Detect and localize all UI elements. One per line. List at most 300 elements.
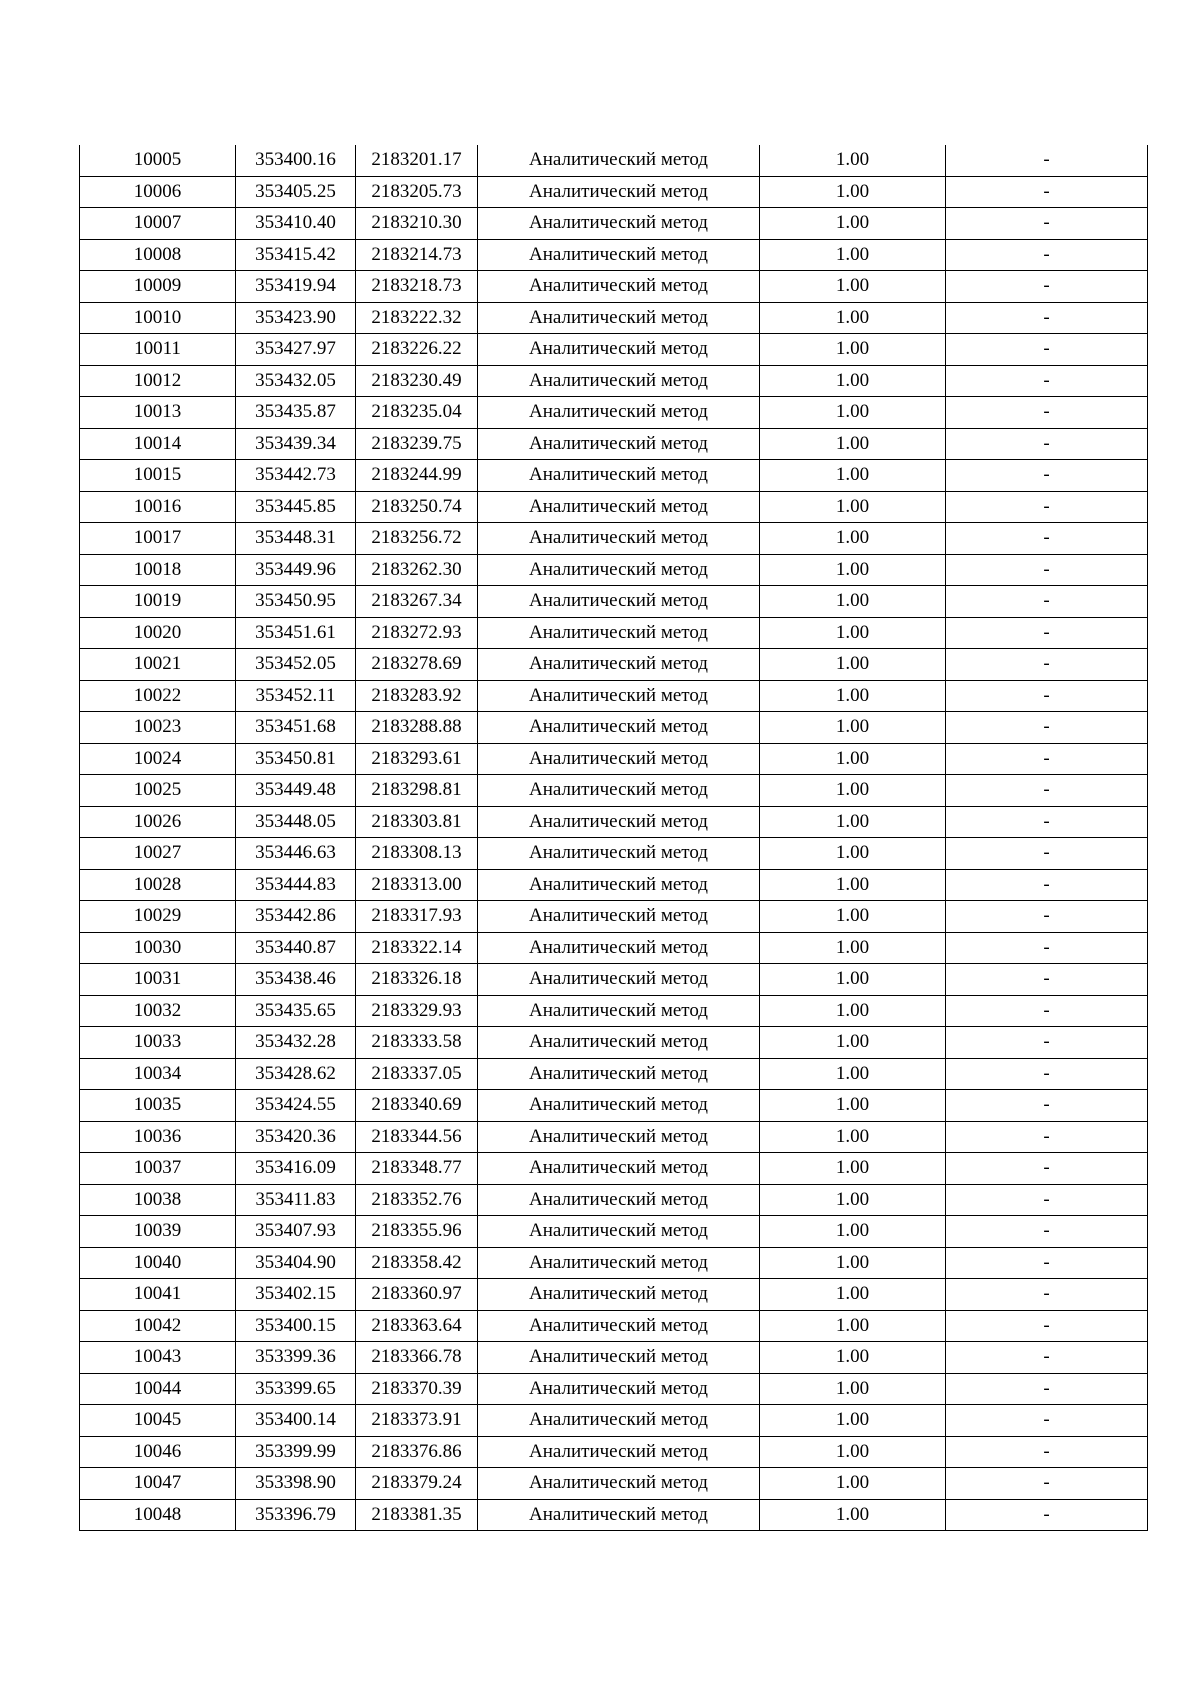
y-coordinate-cell: 2183376.86 — [356, 1436, 478, 1468]
point-number-cell: 10039 — [80, 1216, 236, 1248]
method-cell: Аналитический метод — [478, 1153, 760, 1185]
description-cell: - — [946, 617, 1148, 649]
accuracy-cell: 1.00 — [760, 775, 946, 807]
method-cell: Аналитический метод — [478, 176, 760, 208]
table-row — [80, 932, 1148, 964]
accuracy-cell: 1.00 — [760, 1468, 946, 1500]
x-coordinate-cell: 353451.61 — [236, 617, 356, 649]
description-cell: - — [946, 1121, 1148, 1153]
y-coordinate-cell: 2183373.91 — [356, 1405, 478, 1437]
description-cell: - — [946, 806, 1148, 838]
y-coordinate-cell: 2183201.17 — [356, 145, 478, 176]
accuracy-cell: 1.00 — [760, 523, 946, 555]
y-coordinate-cell: 2183337.05 — [356, 1058, 478, 1090]
x-coordinate-cell: 353448.31 — [236, 523, 356, 555]
accuracy-cell: 1.00 — [760, 1058, 946, 1090]
description-cell: - — [946, 995, 1148, 1027]
table-row — [80, 995, 1148, 1027]
method-cell: Аналитический метод — [478, 334, 760, 366]
method-cell: Аналитический метод — [478, 208, 760, 240]
point-number-cell: 10020 — [80, 617, 236, 649]
y-coordinate-cell: 2183298.81 — [356, 775, 478, 807]
description-cell: - — [946, 239, 1148, 271]
y-coordinate-cell: 2183283.92 — [356, 680, 478, 712]
description-cell: - — [946, 1279, 1148, 1311]
x-coordinate-cell: 353438.46 — [236, 964, 356, 996]
table-row — [80, 1090, 1148, 1122]
description-cell: - — [946, 1090, 1148, 1122]
description-cell: - — [946, 869, 1148, 901]
y-coordinate-cell: 2183288.88 — [356, 712, 478, 744]
point-number-cell: 10029 — [80, 901, 236, 933]
x-coordinate-cell: 353405.25 — [236, 176, 356, 208]
x-coordinate-cell: 353449.48 — [236, 775, 356, 807]
description-cell: - — [946, 586, 1148, 618]
x-coordinate-cell: 353400.15 — [236, 1310, 356, 1342]
table-row — [80, 1468, 1148, 1500]
method-cell: Аналитический метод — [478, 239, 760, 271]
description-cell: - — [946, 176, 1148, 208]
point-number-cell: 10038 — [80, 1184, 236, 1216]
point-number-cell: 10014 — [80, 428, 236, 460]
table-row — [80, 1027, 1148, 1059]
x-coordinate-cell: 353446.63 — [236, 838, 356, 870]
accuracy-cell: 1.00 — [760, 617, 946, 649]
table-row — [80, 586, 1148, 618]
method-cell: Аналитический метод — [478, 1468, 760, 1500]
y-coordinate-cell: 2183308.13 — [356, 838, 478, 870]
x-coordinate-cell: 353445.85 — [236, 491, 356, 523]
method-cell: Аналитический метод — [478, 397, 760, 429]
point-number-cell: 10006 — [80, 176, 236, 208]
method-cell: Аналитический метод — [478, 271, 760, 303]
point-number-cell: 10011 — [80, 334, 236, 366]
table-row — [80, 680, 1148, 712]
table-row — [80, 491, 1148, 523]
accuracy-cell: 1.00 — [760, 365, 946, 397]
point-number-cell: 10005 — [80, 145, 236, 176]
method-cell: Аналитический метод — [478, 712, 760, 744]
table-row — [80, 1184, 1148, 1216]
point-number-cell: 10016 — [80, 491, 236, 523]
table-row — [80, 1499, 1148, 1531]
y-coordinate-cell: 2183348.77 — [356, 1153, 478, 1185]
y-coordinate-cell: 2183235.04 — [356, 397, 478, 429]
description-cell: - — [946, 271, 1148, 303]
point-number-cell: 10041 — [80, 1279, 236, 1311]
point-number-cell: 10043 — [80, 1342, 236, 1374]
table-row — [80, 176, 1148, 208]
y-coordinate-cell: 2183317.93 — [356, 901, 478, 933]
point-number-cell: 10015 — [80, 460, 236, 492]
description-cell: - — [946, 554, 1148, 586]
method-cell: Аналитический метод — [478, 806, 760, 838]
description-cell: - — [946, 1373, 1148, 1405]
accuracy-cell: 1.00 — [760, 1279, 946, 1311]
x-coordinate-cell: 353450.81 — [236, 743, 356, 775]
x-coordinate-cell: 353452.05 — [236, 649, 356, 681]
description-cell: - — [946, 1216, 1148, 1248]
x-coordinate-cell: 353423.90 — [236, 302, 356, 334]
table-row — [80, 1436, 1148, 1468]
method-cell: Аналитический метод — [478, 901, 760, 933]
method-cell: Аналитический метод — [478, 1342, 760, 1374]
description-cell: - — [946, 491, 1148, 523]
method-cell: Аналитический метод — [478, 491, 760, 523]
x-coordinate-cell: 353444.83 — [236, 869, 356, 901]
method-cell: Аналитический метод — [478, 428, 760, 460]
point-number-cell: 10017 — [80, 523, 236, 555]
x-coordinate-cell: 353399.36 — [236, 1342, 356, 1374]
table-row — [80, 1121, 1148, 1153]
method-cell: Аналитический метод — [478, 1499, 760, 1531]
accuracy-cell: 1.00 — [760, 397, 946, 429]
coordinates-table-body — [80, 145, 1148, 1531]
accuracy-cell: 1.00 — [760, 712, 946, 744]
accuracy-cell: 1.00 — [760, 554, 946, 586]
accuracy-cell: 1.00 — [760, 838, 946, 870]
point-number-cell: 10045 — [80, 1405, 236, 1437]
method-cell: Аналитический метод — [478, 964, 760, 996]
description-cell: - — [946, 334, 1148, 366]
table-row — [80, 743, 1148, 775]
y-coordinate-cell: 2183205.73 — [356, 176, 478, 208]
y-coordinate-cell: 2183239.75 — [356, 428, 478, 460]
accuracy-cell: 1.00 — [760, 869, 946, 901]
description-cell: - — [946, 775, 1148, 807]
point-number-cell: 10032 — [80, 995, 236, 1027]
y-coordinate-cell: 2183250.74 — [356, 491, 478, 523]
point-number-cell: 10007 — [80, 208, 236, 240]
point-number-cell: 10046 — [80, 1436, 236, 1468]
y-coordinate-cell: 2183222.32 — [356, 302, 478, 334]
accuracy-cell: 1.00 — [760, 1310, 946, 1342]
table-row — [80, 1405, 1148, 1437]
description-cell: - — [946, 1436, 1148, 1468]
accuracy-cell: 1.00 — [760, 334, 946, 366]
description-cell: - — [946, 523, 1148, 555]
point-number-cell: 10021 — [80, 649, 236, 681]
y-coordinate-cell: 2183322.14 — [356, 932, 478, 964]
point-number-cell: 10040 — [80, 1247, 236, 1279]
description-cell: - — [946, 1499, 1148, 1531]
table-row — [80, 964, 1148, 996]
x-coordinate-cell: 353410.40 — [236, 208, 356, 240]
point-number-cell: 10008 — [80, 239, 236, 271]
table-row — [80, 1058, 1148, 1090]
x-coordinate-cell: 353435.65 — [236, 995, 356, 1027]
description-cell: - — [946, 1310, 1148, 1342]
x-coordinate-cell: 353398.90 — [236, 1468, 356, 1500]
y-coordinate-cell: 2183333.58 — [356, 1027, 478, 1059]
method-cell: Аналитический метод — [478, 932, 760, 964]
x-coordinate-cell: 353399.65 — [236, 1373, 356, 1405]
y-coordinate-cell: 2183278.69 — [356, 649, 478, 681]
method-cell: Аналитический метод — [478, 838, 760, 870]
description-cell: - — [946, 302, 1148, 334]
y-coordinate-cell: 2183366.78 — [356, 1342, 478, 1374]
y-coordinate-cell: 2183272.93 — [356, 617, 478, 649]
x-coordinate-cell: 353396.79 — [236, 1499, 356, 1531]
description-cell: - — [946, 712, 1148, 744]
method-cell: Аналитический метод — [478, 365, 760, 397]
accuracy-cell: 1.00 — [760, 460, 946, 492]
x-coordinate-cell: 353400.14 — [236, 1405, 356, 1437]
description-cell: - — [946, 649, 1148, 681]
description-cell: - — [946, 145, 1148, 176]
table-row — [80, 1279, 1148, 1311]
table-row — [80, 460, 1148, 492]
method-cell: Аналитический метод — [478, 1405, 760, 1437]
description-cell: - — [946, 460, 1148, 492]
table-row — [80, 838, 1148, 870]
y-coordinate-cell: 2183360.97 — [356, 1279, 478, 1311]
table-row — [80, 145, 1148, 176]
point-number-cell: 10044 — [80, 1373, 236, 1405]
x-coordinate-cell: 353451.68 — [236, 712, 356, 744]
method-cell: Аналитический метод — [478, 1436, 760, 1468]
y-coordinate-cell: 2183214.73 — [356, 239, 478, 271]
description-cell: - — [946, 428, 1148, 460]
x-coordinate-cell: 353428.62 — [236, 1058, 356, 1090]
y-coordinate-cell: 2183293.61 — [356, 743, 478, 775]
method-cell: Аналитический метод — [478, 1027, 760, 1059]
table-row — [80, 617, 1148, 649]
method-cell: Аналитический метод — [478, 1310, 760, 1342]
method-cell: Аналитический метод — [478, 743, 760, 775]
method-cell: Аналитический метод — [478, 1373, 760, 1405]
description-cell: - — [946, 1247, 1148, 1279]
method-cell: Аналитический метод — [478, 869, 760, 901]
point-number-cell: 10048 — [80, 1499, 236, 1531]
method-cell: Аналитический метод — [478, 586, 760, 618]
table-row — [80, 1153, 1148, 1185]
table-row — [80, 334, 1148, 366]
x-coordinate-cell: 353450.95 — [236, 586, 356, 618]
method-cell: Аналитический метод — [478, 1216, 760, 1248]
method-cell: Аналитический метод — [478, 995, 760, 1027]
point-number-cell: 10023 — [80, 712, 236, 744]
accuracy-cell: 1.00 — [760, 932, 946, 964]
point-number-cell: 10026 — [80, 806, 236, 838]
description-cell: - — [946, 208, 1148, 240]
point-number-cell: 10033 — [80, 1027, 236, 1059]
accuracy-cell: 1.00 — [760, 1184, 946, 1216]
table-row — [80, 271, 1148, 303]
table-row — [80, 365, 1148, 397]
x-coordinate-cell: 353415.42 — [236, 239, 356, 271]
description-cell: - — [946, 680, 1148, 712]
point-number-cell: 10042 — [80, 1310, 236, 1342]
description-cell: - — [946, 365, 1148, 397]
x-coordinate-cell: 353442.73 — [236, 460, 356, 492]
accuracy-cell: 1.00 — [760, 995, 946, 1027]
method-cell: Аналитический метод — [478, 460, 760, 492]
table-row — [80, 1373, 1148, 1405]
y-coordinate-cell: 2183370.39 — [356, 1373, 478, 1405]
accuracy-cell: 1.00 — [760, 1499, 946, 1531]
x-coordinate-cell: 353449.96 — [236, 554, 356, 586]
x-coordinate-cell: 353432.28 — [236, 1027, 356, 1059]
accuracy-cell: 1.00 — [760, 901, 946, 933]
table-row — [80, 649, 1148, 681]
table-row — [80, 397, 1148, 429]
table-row — [80, 554, 1148, 586]
x-coordinate-cell: 353439.34 — [236, 428, 356, 460]
table-row — [80, 806, 1148, 838]
point-number-cell: 10013 — [80, 397, 236, 429]
x-coordinate-cell: 353419.94 — [236, 271, 356, 303]
x-coordinate-cell: 353411.83 — [236, 1184, 356, 1216]
method-cell: Аналитический метод — [478, 775, 760, 807]
y-coordinate-cell: 2183230.49 — [356, 365, 478, 397]
description-cell: - — [946, 1405, 1148, 1437]
point-number-cell: 10022 — [80, 680, 236, 712]
y-coordinate-cell: 2183256.72 — [356, 523, 478, 555]
point-number-cell: 10037 — [80, 1153, 236, 1185]
description-cell: - — [946, 964, 1148, 996]
point-number-cell: 10009 — [80, 271, 236, 303]
point-number-cell: 10047 — [80, 1468, 236, 1500]
accuracy-cell: 1.00 — [760, 1153, 946, 1185]
y-coordinate-cell: 2183218.73 — [356, 271, 478, 303]
method-cell: Аналитический метод — [478, 523, 760, 555]
y-coordinate-cell: 2183267.34 — [356, 586, 478, 618]
table-row — [80, 428, 1148, 460]
accuracy-cell: 1.00 — [760, 491, 946, 523]
description-cell: - — [946, 1027, 1148, 1059]
x-coordinate-cell: 353440.87 — [236, 932, 356, 964]
y-coordinate-cell: 2183352.76 — [356, 1184, 478, 1216]
table-row — [80, 775, 1148, 807]
y-coordinate-cell: 2183226.22 — [356, 334, 478, 366]
point-number-cell: 10028 — [80, 869, 236, 901]
table-row — [80, 901, 1148, 933]
description-cell: - — [946, 932, 1148, 964]
x-coordinate-cell: 353427.97 — [236, 334, 356, 366]
accuracy-cell: 1.00 — [760, 239, 946, 271]
point-number-cell: 10019 — [80, 586, 236, 618]
description-cell: - — [946, 743, 1148, 775]
accuracy-cell: 1.00 — [760, 428, 946, 460]
method-cell: Аналитический метод — [478, 1090, 760, 1122]
description-cell: - — [946, 1058, 1148, 1090]
description-cell: - — [946, 838, 1148, 870]
method-cell: Аналитический метод — [478, 1184, 760, 1216]
method-cell: Аналитический метод — [478, 1247, 760, 1279]
x-coordinate-cell: 353399.99 — [236, 1436, 356, 1468]
accuracy-cell: 1.00 — [760, 145, 946, 176]
y-coordinate-cell: 2183329.93 — [356, 995, 478, 1027]
accuracy-cell: 1.00 — [760, 302, 946, 334]
accuracy-cell: 1.00 — [760, 1436, 946, 1468]
y-coordinate-cell: 2183355.96 — [356, 1216, 478, 1248]
x-coordinate-cell: 353435.87 — [236, 397, 356, 429]
table-row — [80, 1247, 1148, 1279]
x-coordinate-cell: 353452.11 — [236, 680, 356, 712]
point-number-cell: 10024 — [80, 743, 236, 775]
y-coordinate-cell: 2183244.99 — [356, 460, 478, 492]
accuracy-cell: 1.00 — [760, 586, 946, 618]
point-number-cell: 10031 — [80, 964, 236, 996]
description-cell: - — [946, 1184, 1148, 1216]
accuracy-cell: 1.00 — [760, 208, 946, 240]
accuracy-cell: 1.00 — [760, 1027, 946, 1059]
point-number-cell: 10027 — [80, 838, 236, 870]
description-cell: - — [946, 397, 1148, 429]
x-coordinate-cell: 353402.15 — [236, 1279, 356, 1311]
accuracy-cell: 1.00 — [760, 680, 946, 712]
description-cell: - — [946, 1468, 1148, 1500]
x-coordinate-cell: 353442.86 — [236, 901, 356, 933]
method-cell: Аналитический метод — [478, 1058, 760, 1090]
table-row — [80, 712, 1148, 744]
y-coordinate-cell: 2183379.24 — [356, 1468, 478, 1500]
x-coordinate-cell: 353448.05 — [236, 806, 356, 838]
y-coordinate-cell: 2183262.30 — [356, 554, 478, 586]
y-coordinate-cell: 2183326.18 — [356, 964, 478, 996]
point-number-cell: 10012 — [80, 365, 236, 397]
method-cell: Аналитический метод — [478, 145, 760, 176]
point-number-cell: 10036 — [80, 1121, 236, 1153]
x-coordinate-cell: 353400.16 — [236, 145, 356, 176]
y-coordinate-cell: 2183358.42 — [356, 1247, 478, 1279]
method-cell: Аналитический метод — [478, 617, 760, 649]
x-coordinate-cell: 353404.90 — [236, 1247, 356, 1279]
y-coordinate-cell: 2183313.00 — [356, 869, 478, 901]
point-number-cell: 10018 — [80, 554, 236, 586]
table-row — [80, 869, 1148, 901]
accuracy-cell: 1.00 — [760, 964, 946, 996]
accuracy-cell: 1.00 — [760, 1090, 946, 1122]
accuracy-cell: 1.00 — [760, 1373, 946, 1405]
x-coordinate-cell: 353416.09 — [236, 1153, 356, 1185]
coordinates-table — [79, 145, 1148, 1531]
y-coordinate-cell: 2183381.35 — [356, 1499, 478, 1531]
point-number-cell: 10034 — [80, 1058, 236, 1090]
method-cell: Аналитический метод — [478, 649, 760, 681]
table-row — [80, 239, 1148, 271]
x-coordinate-cell: 353420.36 — [236, 1121, 356, 1153]
accuracy-cell: 1.00 — [760, 1216, 946, 1248]
accuracy-cell: 1.00 — [760, 1405, 946, 1437]
x-coordinate-cell: 353432.05 — [236, 365, 356, 397]
accuracy-cell: 1.00 — [760, 1247, 946, 1279]
y-coordinate-cell: 2183344.56 — [356, 1121, 478, 1153]
y-coordinate-cell: 2183340.69 — [356, 1090, 478, 1122]
table-row — [80, 1342, 1148, 1374]
accuracy-cell: 1.00 — [760, 271, 946, 303]
description-cell: - — [946, 1153, 1148, 1185]
table-row — [80, 1216, 1148, 1248]
point-number-cell: 10030 — [80, 932, 236, 964]
accuracy-cell: 1.00 — [760, 176, 946, 208]
point-number-cell: 10035 — [80, 1090, 236, 1122]
method-cell: Аналитический метод — [478, 680, 760, 712]
method-cell: Аналитический метод — [478, 1279, 760, 1311]
y-coordinate-cell: 2183303.81 — [356, 806, 478, 838]
accuracy-cell: 1.00 — [760, 649, 946, 681]
accuracy-cell: 1.00 — [760, 806, 946, 838]
table-row — [80, 1310, 1148, 1342]
table-row — [80, 523, 1148, 555]
x-coordinate-cell: 353407.93 — [236, 1216, 356, 1248]
table-row — [80, 208, 1148, 240]
x-coordinate-cell: 353424.55 — [236, 1090, 356, 1122]
y-coordinate-cell: 2183210.30 — [356, 208, 478, 240]
description-cell: - — [946, 901, 1148, 933]
method-cell: Аналитический метод — [478, 302, 760, 334]
